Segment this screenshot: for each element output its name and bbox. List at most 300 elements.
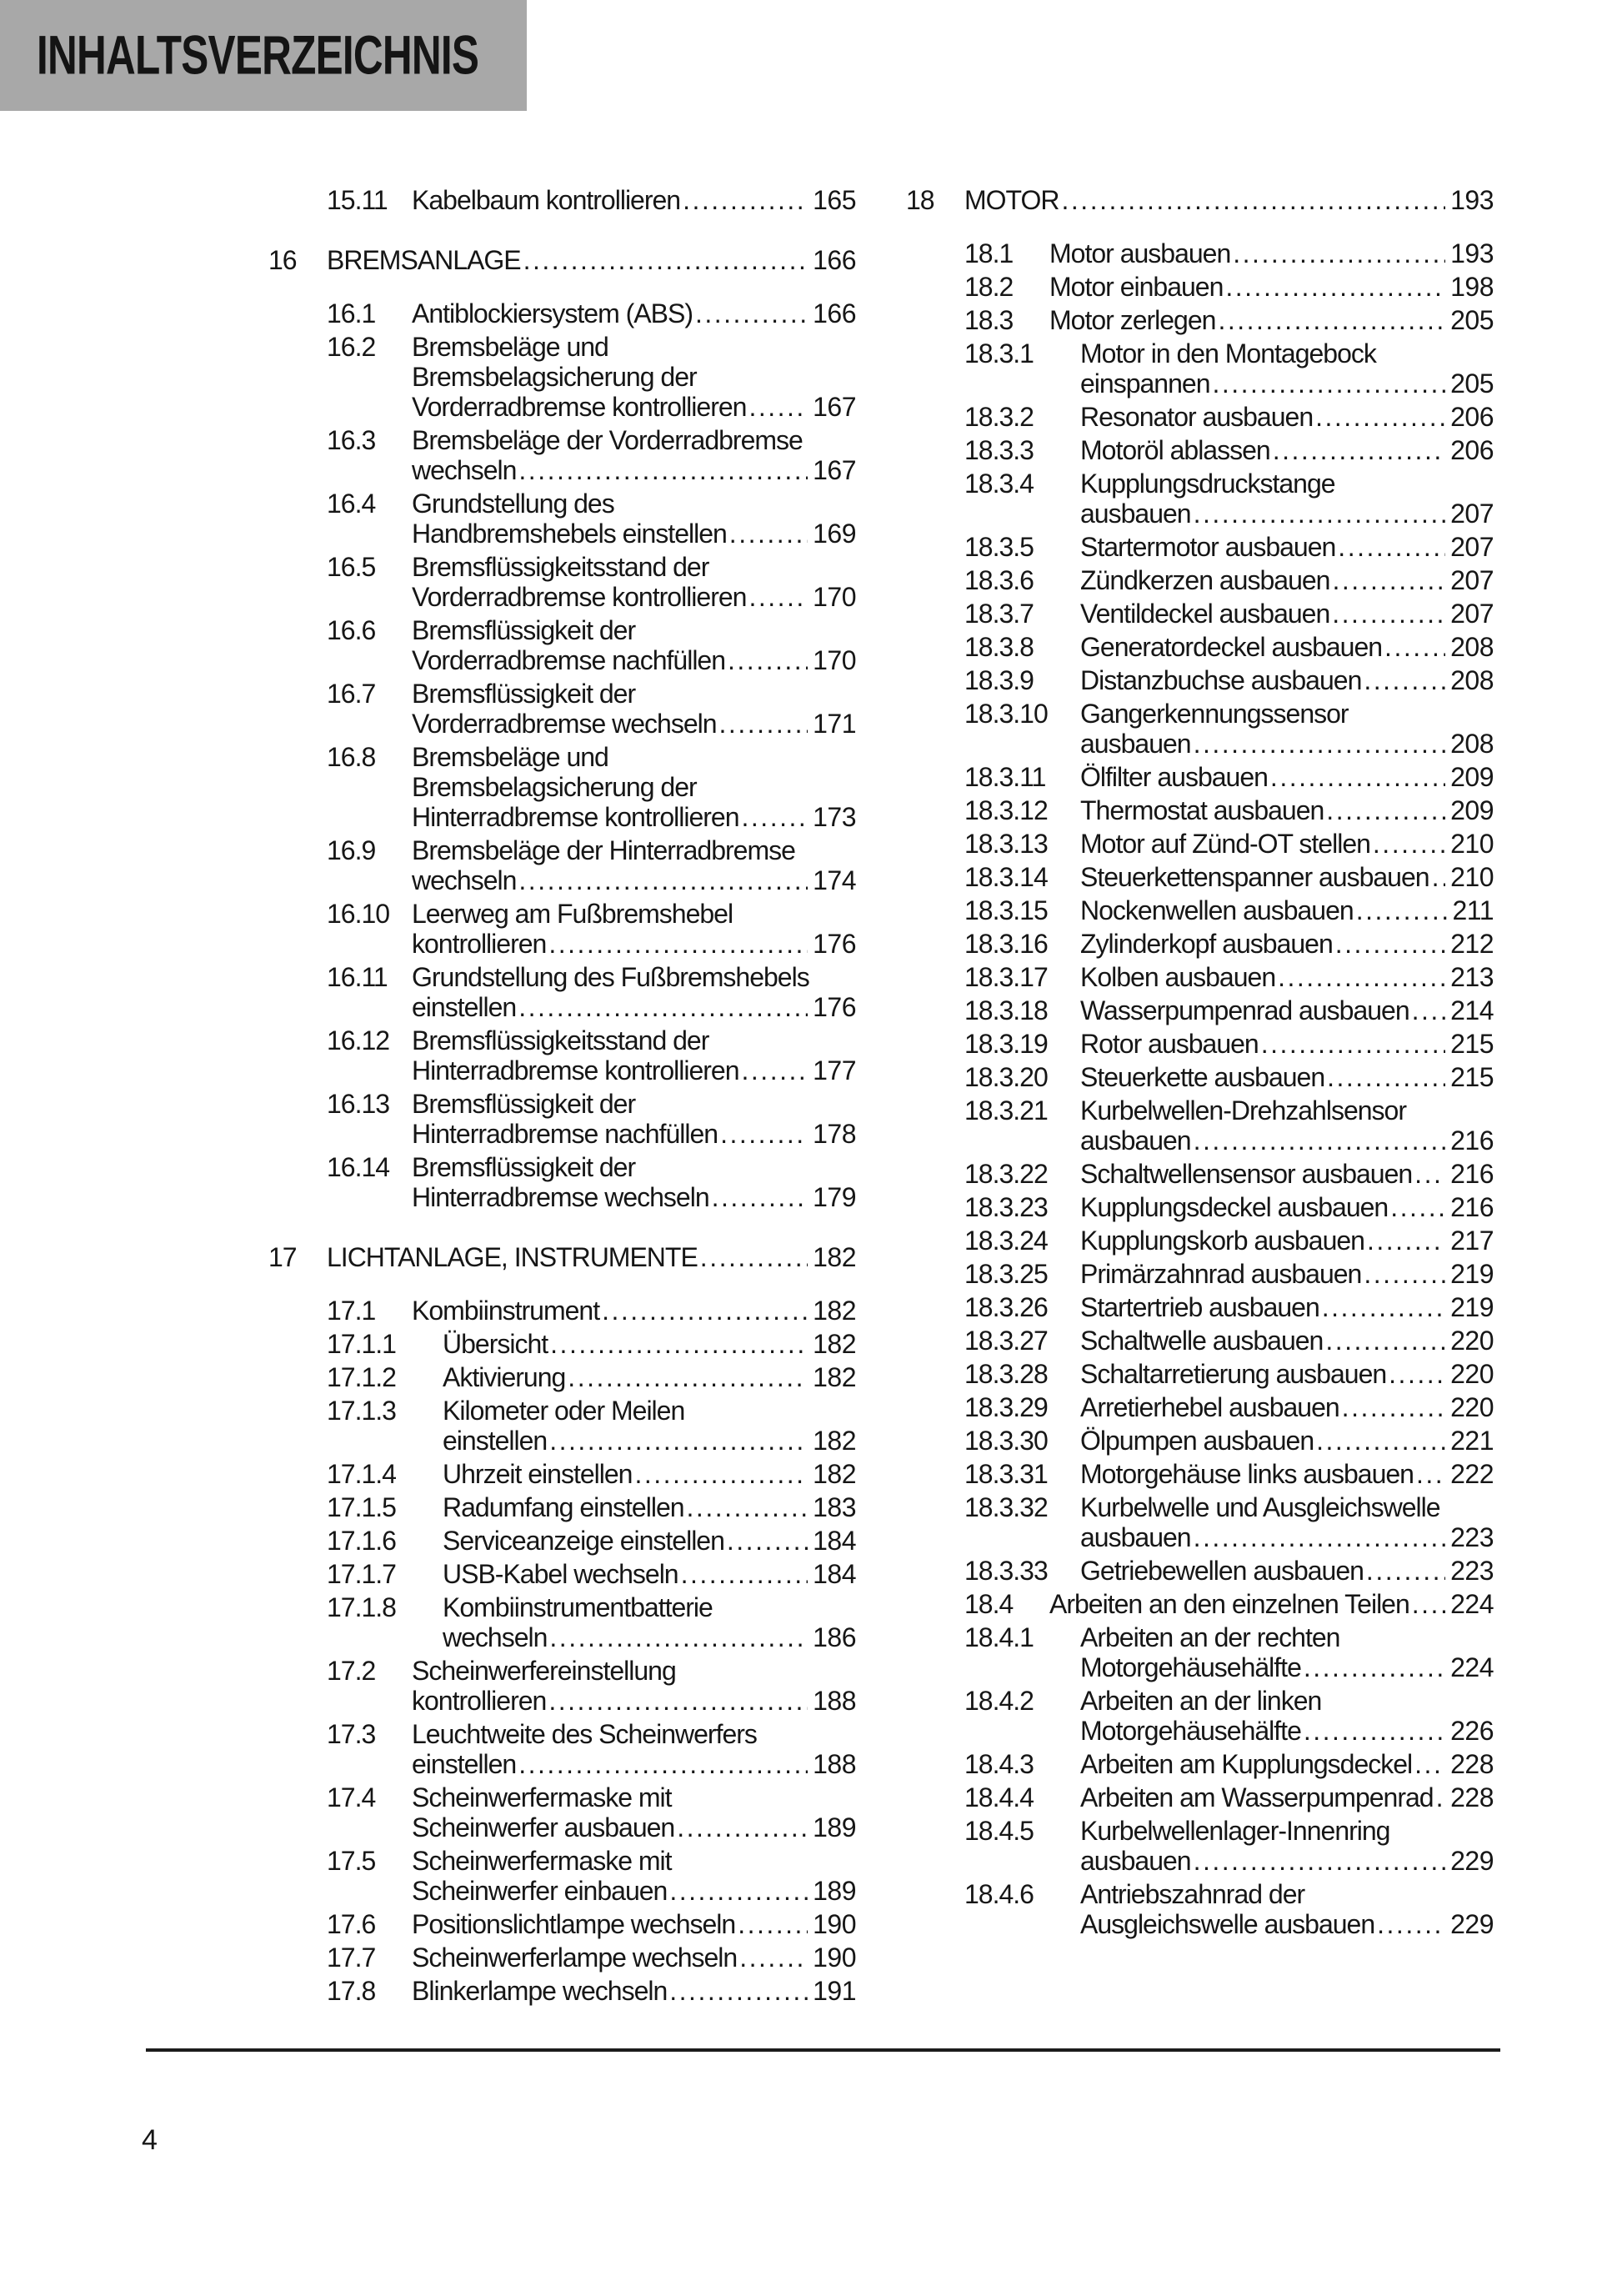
- entry-body: [1080, 632, 1494, 662]
- entry-line: [1049, 305, 1494, 335]
- dot-leader: [674, 1812, 808, 1842]
- entry-body: [443, 1526, 856, 1556]
- entry-number: 17.8: [327, 1976, 376, 2006]
- entry-line: [1080, 962, 1494, 992]
- entry-title-text: wechseln: [412, 455, 517, 485]
- toc-entry: [906, 1459, 1494, 1489]
- entry-line: [412, 992, 856, 1022]
- toc-entry: [268, 1362, 856, 1392]
- entry-line: [1080, 1846, 1494, 1876]
- toc-entry: [906, 185, 1494, 215]
- entry-line: [412, 1943, 856, 1973]
- entry-title-text: Kupplungsdeckel ausbauen: [1080, 1192, 1389, 1222]
- entry-page-number: 189: [813, 1876, 856, 1906]
- entry-line: [412, 1152, 856, 1182]
- entry-body: [1080, 1326, 1494, 1356]
- table-of-contents: [268, 185, 1500, 2009]
- entry-title-text: Bremsbeläge und: [412, 742, 608, 772]
- toc-entry: [268, 1719, 856, 1779]
- toc-entry: [268, 185, 856, 215]
- entry-title-text: Startermotor ausbauen: [1080, 532, 1336, 562]
- entry-line: [412, 962, 856, 992]
- toc-entry: [268, 899, 856, 959]
- entry-title-text: Scheinwerferlampe wechseln: [412, 1943, 738, 1973]
- entry-title-text: Antiblockiersystem (ABS): [412, 298, 693, 328]
- dot-leader: [1324, 1062, 1445, 1092]
- entry-body: [964, 185, 1494, 215]
- entry-title-text: Hinterradbremse nachfüllen: [412, 1119, 718, 1149]
- toc-entry: [906, 1782, 1494, 1812]
- entry-page-number: 209: [1450, 762, 1494, 792]
- dot-leader: [546, 1686, 808, 1716]
- entry-number: 18: [906, 185, 934, 215]
- entry-number: 17.1.2: [327, 1362, 396, 1392]
- entry-page-number: 207: [1450, 565, 1494, 595]
- dot-leader: [1335, 532, 1445, 562]
- entry-line: [443, 1592, 856, 1622]
- dot-leader: [727, 519, 808, 549]
- entry-body: [412, 615, 856, 675]
- entry-page-number: 170: [813, 645, 856, 675]
- entry-page-number: 215: [1450, 1029, 1494, 1059]
- dot-leader: [1382, 632, 1445, 662]
- entry-title-text: kontrollieren: [412, 1686, 547, 1716]
- toc-entry: [268, 1492, 856, 1522]
- entry-title-text: Ölfilter ausbauen: [1080, 762, 1268, 792]
- page-header: [0, 0, 527, 111]
- entry-title-text: Bremsflüssigkeitsstand der: [412, 1025, 709, 1055]
- entry-line: [1080, 995, 1494, 1025]
- entry-number: 18.3.24: [964, 1226, 1048, 1256]
- entry-body: [1049, 238, 1494, 268]
- entry-number: 17.1: [327, 1296, 376, 1326]
- entry-title-text: Serviceanzeige einstellen: [443, 1526, 724, 1556]
- toc-entry: [268, 962, 856, 1022]
- entry-title-text: Thermostat ausbauen: [1080, 795, 1324, 825]
- dot-leader: [698, 1242, 808, 1272]
- entry-line: [443, 1559, 856, 1589]
- entry-title-text: ausbauen: [1080, 1846, 1191, 1876]
- entry-page-number: 182: [813, 1296, 856, 1326]
- entry-number: 18.3.8: [964, 632, 1034, 662]
- entry-title-text: Startertrieb ausbauen: [1080, 1292, 1319, 1322]
- entry-number: 18.3.20: [964, 1062, 1048, 1092]
- entry-title-text: Generatordeckel ausbauen: [1080, 632, 1383, 662]
- entry-body: [1080, 532, 1494, 562]
- entry-body: [412, 1943, 856, 1973]
- entry-page-number: 216: [1450, 1159, 1494, 1189]
- entry-body: [1049, 1589, 1494, 1619]
- entry-number: 16.6: [327, 615, 376, 645]
- entry-page-number: 167: [813, 392, 856, 422]
- entry-page-number: 184: [813, 1526, 856, 1556]
- dot-leader: [1388, 1192, 1445, 1222]
- entry-line: [1080, 499, 1494, 529]
- entry-title-text: Handbremshebels einstellen: [412, 519, 727, 549]
- entry-line: [412, 865, 856, 895]
- dot-leader: [1215, 305, 1445, 335]
- entry-body: [412, 679, 856, 739]
- entry-number: 16.14: [327, 1152, 390, 1182]
- entry-line: [1080, 338, 1494, 368]
- dot-leader: [1329, 599, 1445, 629]
- entry-title-text: Kurbelwellen-Drehzahlsensor: [1080, 1095, 1406, 1125]
- toc-entry: [268, 1296, 856, 1326]
- entry-line: [412, 645, 856, 675]
- entry-number: 18.3.14: [964, 862, 1048, 892]
- dot-leader: [1230, 238, 1445, 268]
- entry-number: 17.6: [327, 1909, 376, 1939]
- entry-body: [412, 742, 856, 832]
- entry-number: 18.3.10: [964, 699, 1048, 729]
- entry-number: 16.12: [327, 1025, 390, 1055]
- entry-line: [1080, 665, 1494, 695]
- toc-entry: [906, 1095, 1494, 1156]
- entry-line: [443, 1492, 856, 1522]
- entry-title-text: Kabelbaum kontrollieren: [412, 185, 681, 215]
- entry-number: 17.5: [327, 1846, 376, 1876]
- entry-title-text: Arbeiten an der linken: [1080, 1686, 1322, 1716]
- entry-page-number: 205: [1450, 368, 1494, 399]
- toc-entry: [268, 489, 856, 549]
- entry-line: [412, 519, 856, 549]
- entry-line: [412, 1686, 856, 1716]
- entry-line: [412, 1182, 856, 1212]
- entry-line: [412, 455, 856, 485]
- entry-line: [443, 1329, 856, 1359]
- dot-leader: [1191, 1125, 1446, 1156]
- dot-leader: [709, 1182, 808, 1212]
- entry-line: [412, 425, 856, 455]
- entry-line: [412, 679, 856, 709]
- toc-entry: [268, 1396, 856, 1456]
- toc-entry: [906, 1686, 1494, 1746]
- entry-line: [1080, 1259, 1494, 1289]
- entry-line: [1080, 729, 1494, 759]
- footer-page-number: 4: [142, 2124, 157, 2156]
- toc-entry: [906, 1556, 1494, 1586]
- entry-page-number: 220: [1450, 1392, 1494, 1422]
- entry-number: 18.4.1: [964, 1622, 1034, 1652]
- entry-line: [412, 332, 856, 362]
- entry-title-text: Steuerkettenspanner ausbauen: [1080, 862, 1429, 892]
- entry-title-text: Motorgehäuse links ausbauen: [1080, 1459, 1414, 1489]
- entry-title-text: Scheinwerfer ausbauen: [412, 1812, 675, 1842]
- dot-leader: [1209, 368, 1445, 399]
- entry-title-text: BREMSANLAGE: [327, 245, 521, 275]
- entry-page-number: 228: [1450, 1782, 1494, 1812]
- dot-leader: [1412, 1749, 1445, 1779]
- entry-title-text: ausbauen: [1080, 1125, 1191, 1156]
- entry-body: [1080, 1029, 1494, 1059]
- entry-title-text: wechseln: [443, 1622, 548, 1652]
- entry-body: [1080, 1062, 1494, 1092]
- dot-leader: [565, 1362, 808, 1392]
- entry-page-number: 219: [1450, 1292, 1494, 1322]
- entry-line: [412, 1749, 856, 1779]
- entry-line: [1080, 1292, 1494, 1322]
- entry-number: 18.3.3: [964, 435, 1034, 465]
- entry-page-number: 209: [1450, 795, 1494, 825]
- entry-line: [412, 1782, 856, 1812]
- entry-title-text: Radumfang einstellen: [443, 1492, 684, 1522]
- dot-leader: [680, 185, 808, 215]
- dot-leader: [1339, 1392, 1445, 1422]
- dot-leader: [1329, 565, 1445, 595]
- entry-title-text: Rotor ausbauen: [1080, 1029, 1259, 1059]
- entry-body: [443, 1329, 856, 1359]
- entry-number: 18.3.29: [964, 1392, 1048, 1422]
- dot-leader: [693, 298, 808, 328]
- toc-entry: [268, 835, 856, 895]
- entry-page-number: 217: [1450, 1226, 1494, 1256]
- entry-body: [412, 552, 856, 612]
- entry-page-number: 222: [1450, 1459, 1494, 1489]
- dot-leader: [678, 1559, 808, 1589]
- entry-body: [1080, 929, 1494, 959]
- entry-title-text: Zylinderkopf ausbauen: [1080, 929, 1333, 959]
- entry-page-number: 167: [813, 455, 856, 485]
- entry-page-number: 170: [813, 582, 856, 612]
- entry-title-text: Kurbelwelle und Ausgleichswelle: [1080, 1492, 1440, 1522]
- entry-title-text: Bremsflüssigkeitsstand der: [412, 552, 709, 582]
- entry-number: 18.4.4: [964, 1782, 1034, 1812]
- entry-page-number: 182: [813, 1329, 856, 1359]
- entry-body: [412, 1976, 856, 2006]
- entry-line: [412, 1719, 856, 1749]
- toc-entry: [906, 665, 1494, 695]
- toc-entry: [268, 1976, 856, 2006]
- toc-entry: [906, 1879, 1494, 1939]
- toc-entry: [906, 829, 1494, 859]
- entry-page-number: 166: [813, 245, 856, 275]
- entry-title-text: Getriebewellen ausbauen: [1080, 1556, 1364, 1586]
- dot-leader: [632, 1459, 808, 1489]
- entry-title-text: Leerweg am Fußbremshebel: [412, 899, 733, 929]
- dot-leader: [1275, 962, 1445, 992]
- entry-page-number: 177: [813, 1055, 856, 1085]
- entry-page-number: 210: [1450, 829, 1494, 859]
- entry-body: [1080, 1622, 1494, 1682]
- entry-title-text: ausbauen: [1080, 729, 1191, 759]
- entry-title-text: Kupplungskorb ausbauen: [1080, 1226, 1364, 1256]
- entry-line: [1080, 1652, 1494, 1682]
- entry-page-number: 190: [813, 1909, 856, 1939]
- entry-line: [1080, 1392, 1494, 1422]
- entry-body: [443, 1396, 856, 1456]
- entry-line: [1080, 1359, 1494, 1389]
- entry-line: [1080, 1192, 1494, 1222]
- entry-body: [1080, 1816, 1494, 1876]
- entry-number: 18.3.16: [964, 929, 1048, 959]
- entry-title-text: Arbeiten an der rechten: [1080, 1622, 1340, 1652]
- entry-body: [1080, 1556, 1494, 1586]
- entry-body: [1080, 1159, 1494, 1189]
- entry-number: 18.3.2: [964, 402, 1034, 432]
- entry-body: [1080, 338, 1494, 399]
- entry-title-text: einstellen: [412, 1749, 517, 1779]
- entry-line: [1080, 1492, 1494, 1522]
- entry-number: 18.3.12: [964, 795, 1048, 825]
- entry-page-number: 207: [1450, 532, 1494, 562]
- entry-number: 18.3.22: [964, 1159, 1048, 1189]
- entry-line: [1080, 632, 1494, 662]
- entry-line: [964, 185, 1494, 215]
- entry-line: [412, 1055, 856, 1085]
- toc-entry: [906, 532, 1494, 562]
- toc-entry: [906, 1029, 1494, 1059]
- entry-body: [412, 1719, 856, 1779]
- entry-title-text: Arbeiten am Wasserpumpenrad: [1080, 1782, 1434, 1812]
- entry-number: 18.3.18: [964, 995, 1048, 1025]
- entry-body: [1080, 1782, 1494, 1812]
- entry-number: 16.7: [327, 679, 376, 709]
- entry-number: 18.3.28: [964, 1359, 1048, 1389]
- toc-entry: [268, 1782, 856, 1842]
- entry-page-number: 193: [1450, 238, 1494, 268]
- dot-leader: [1409, 995, 1445, 1025]
- entry-number: 16.13: [327, 1089, 390, 1119]
- entry-number: 18.4.3: [964, 1749, 1034, 1779]
- entry-line: [412, 298, 856, 328]
- entry-number: 16.4: [327, 489, 376, 519]
- entry-line: [1049, 272, 1494, 302]
- toc-entry: [268, 615, 856, 675]
- dot-leader: [1386, 1359, 1445, 1389]
- entry-title-text: Bremsbelagsicherung der: [412, 362, 697, 392]
- entry-line: [1049, 238, 1494, 268]
- entry-page-number: 188: [813, 1749, 856, 1779]
- dot-leader: [547, 1426, 808, 1456]
- entry-line: [443, 1459, 856, 1489]
- entry-number: 18.2: [964, 272, 1014, 302]
- entry-page-number: 182: [813, 1242, 856, 1272]
- dot-leader: [724, 1526, 808, 1556]
- entry-title-text: kontrollieren: [412, 929, 547, 959]
- entry-number: 18.3: [964, 305, 1014, 335]
- dot-leader: [1191, 499, 1446, 529]
- entry-line: [412, 709, 856, 739]
- entry-title-text: ausbauen: [1080, 499, 1191, 529]
- dot-leader: [1333, 929, 1445, 959]
- entry-number: 18.3.25: [964, 1259, 1048, 1289]
- entry-title-text: Vorderradbremse kontrollieren: [412, 392, 747, 422]
- entry-title-text: Arretierhebel ausbauen: [1080, 1392, 1339, 1422]
- entry-line: [412, 742, 856, 772]
- entry-line: [1080, 368, 1494, 399]
- entry-page-number: 171: [813, 709, 856, 739]
- entry-page-number: 206: [1450, 435, 1494, 465]
- entry-page-number: 216: [1450, 1125, 1494, 1156]
- entry-line: [327, 1242, 856, 1272]
- entry-page-number: 207: [1450, 599, 1494, 629]
- toc-entry: [268, 679, 856, 739]
- entry-number: 17: [268, 1242, 297, 1272]
- entry-body: [412, 332, 856, 422]
- entry-line: [412, 1909, 856, 1939]
- entry-body: [412, 489, 856, 549]
- toc-entry: [906, 238, 1494, 268]
- entry-page-number: 182: [813, 1362, 856, 1392]
- entry-title-text: MOTOR: [964, 185, 1059, 215]
- toc-entry: [906, 305, 1494, 335]
- entry-page-number: 224: [1450, 1652, 1494, 1682]
- entry-title-text: Grundstellung des: [412, 489, 614, 519]
- entry-page-number: 210: [1450, 862, 1494, 892]
- entry-number: 18.4.2: [964, 1686, 1034, 1716]
- dot-leader: [1223, 272, 1445, 302]
- entry-line: [412, 1296, 856, 1326]
- entry-body: [1080, 1392, 1494, 1422]
- dot-leader: [1191, 729, 1446, 759]
- toc-entry: [906, 699, 1494, 759]
- dot-leader: [599, 1296, 808, 1326]
- entry-title-text: Schaltarretierung ausbauen: [1080, 1359, 1387, 1389]
- toc-entry: [268, 1526, 856, 1556]
- entry-title-text: Nockenwellen ausbauen: [1080, 895, 1354, 925]
- entry-line: [412, 802, 856, 832]
- entry-number: 18.3.32: [964, 1492, 1048, 1522]
- entry-number: 16.5: [327, 552, 376, 582]
- dot-leader: [516, 1749, 808, 1779]
- entry-body: [1080, 599, 1494, 629]
- dot-leader: [746, 392, 808, 422]
- entry-body: [1080, 1359, 1494, 1389]
- entry-title-text: Hinterradbremse wechseln: [412, 1182, 709, 1212]
- entry-title-text: Vorderradbremse wechseln: [412, 709, 717, 739]
- entry-body: [1080, 795, 1494, 825]
- entry-body: [1080, 762, 1494, 792]
- dot-leader: [667, 1876, 808, 1906]
- entry-page-number: 178: [813, 1119, 856, 1149]
- entry-number: 16: [268, 245, 297, 275]
- entry-title-text: einstellen: [412, 992, 517, 1022]
- entry-line: [443, 1362, 856, 1392]
- entry-number: 17.1.1: [327, 1329, 396, 1359]
- entry-title-text: Ölpumpen ausbauen: [1080, 1426, 1314, 1456]
- entry-number: 18.3.17: [964, 962, 1048, 992]
- entry-title-text: Motor einbauen: [1049, 272, 1224, 302]
- dot-leader: [547, 1622, 808, 1652]
- toc-entry: [268, 298, 856, 328]
- entry-title-text: Bremsbeläge der Hinterradbremse: [412, 835, 795, 865]
- entry-line: [412, 362, 856, 392]
- toc-entry: [268, 1656, 856, 1716]
- entry-number: 18.1: [964, 238, 1014, 268]
- entry-line: [412, 1876, 856, 1906]
- entry-number: 16.10: [327, 899, 390, 929]
- dot-leader: [1191, 1522, 1446, 1552]
- entry-line: [1080, 1716, 1494, 1746]
- entry-number: 18.3.5: [964, 532, 1034, 562]
- entry-body: [1080, 1686, 1494, 1746]
- entry-title-text: Kilometer oder Meilen: [443, 1396, 685, 1426]
- entry-line: [1080, 1029, 1494, 1059]
- toc-entry: [906, 862, 1494, 892]
- entry-number: 18.3.7: [964, 599, 1034, 629]
- entry-title-text: Leuchtweite des Scheinwerfers: [412, 1719, 757, 1749]
- entry-page-number: 211: [1452, 895, 1494, 925]
- toc-entry: [906, 272, 1494, 302]
- entry-line: [412, 772, 856, 802]
- entry-line: [1080, 1459, 1494, 1489]
- toc-entry: [268, 1559, 856, 1589]
- entry-line: [1080, 1159, 1494, 1189]
- toc-entry: [268, 742, 856, 832]
- entry-number: 18.3.33: [964, 1556, 1048, 1586]
- entry-number: 18.3.27: [964, 1326, 1048, 1356]
- entry-line: [412, 1119, 856, 1149]
